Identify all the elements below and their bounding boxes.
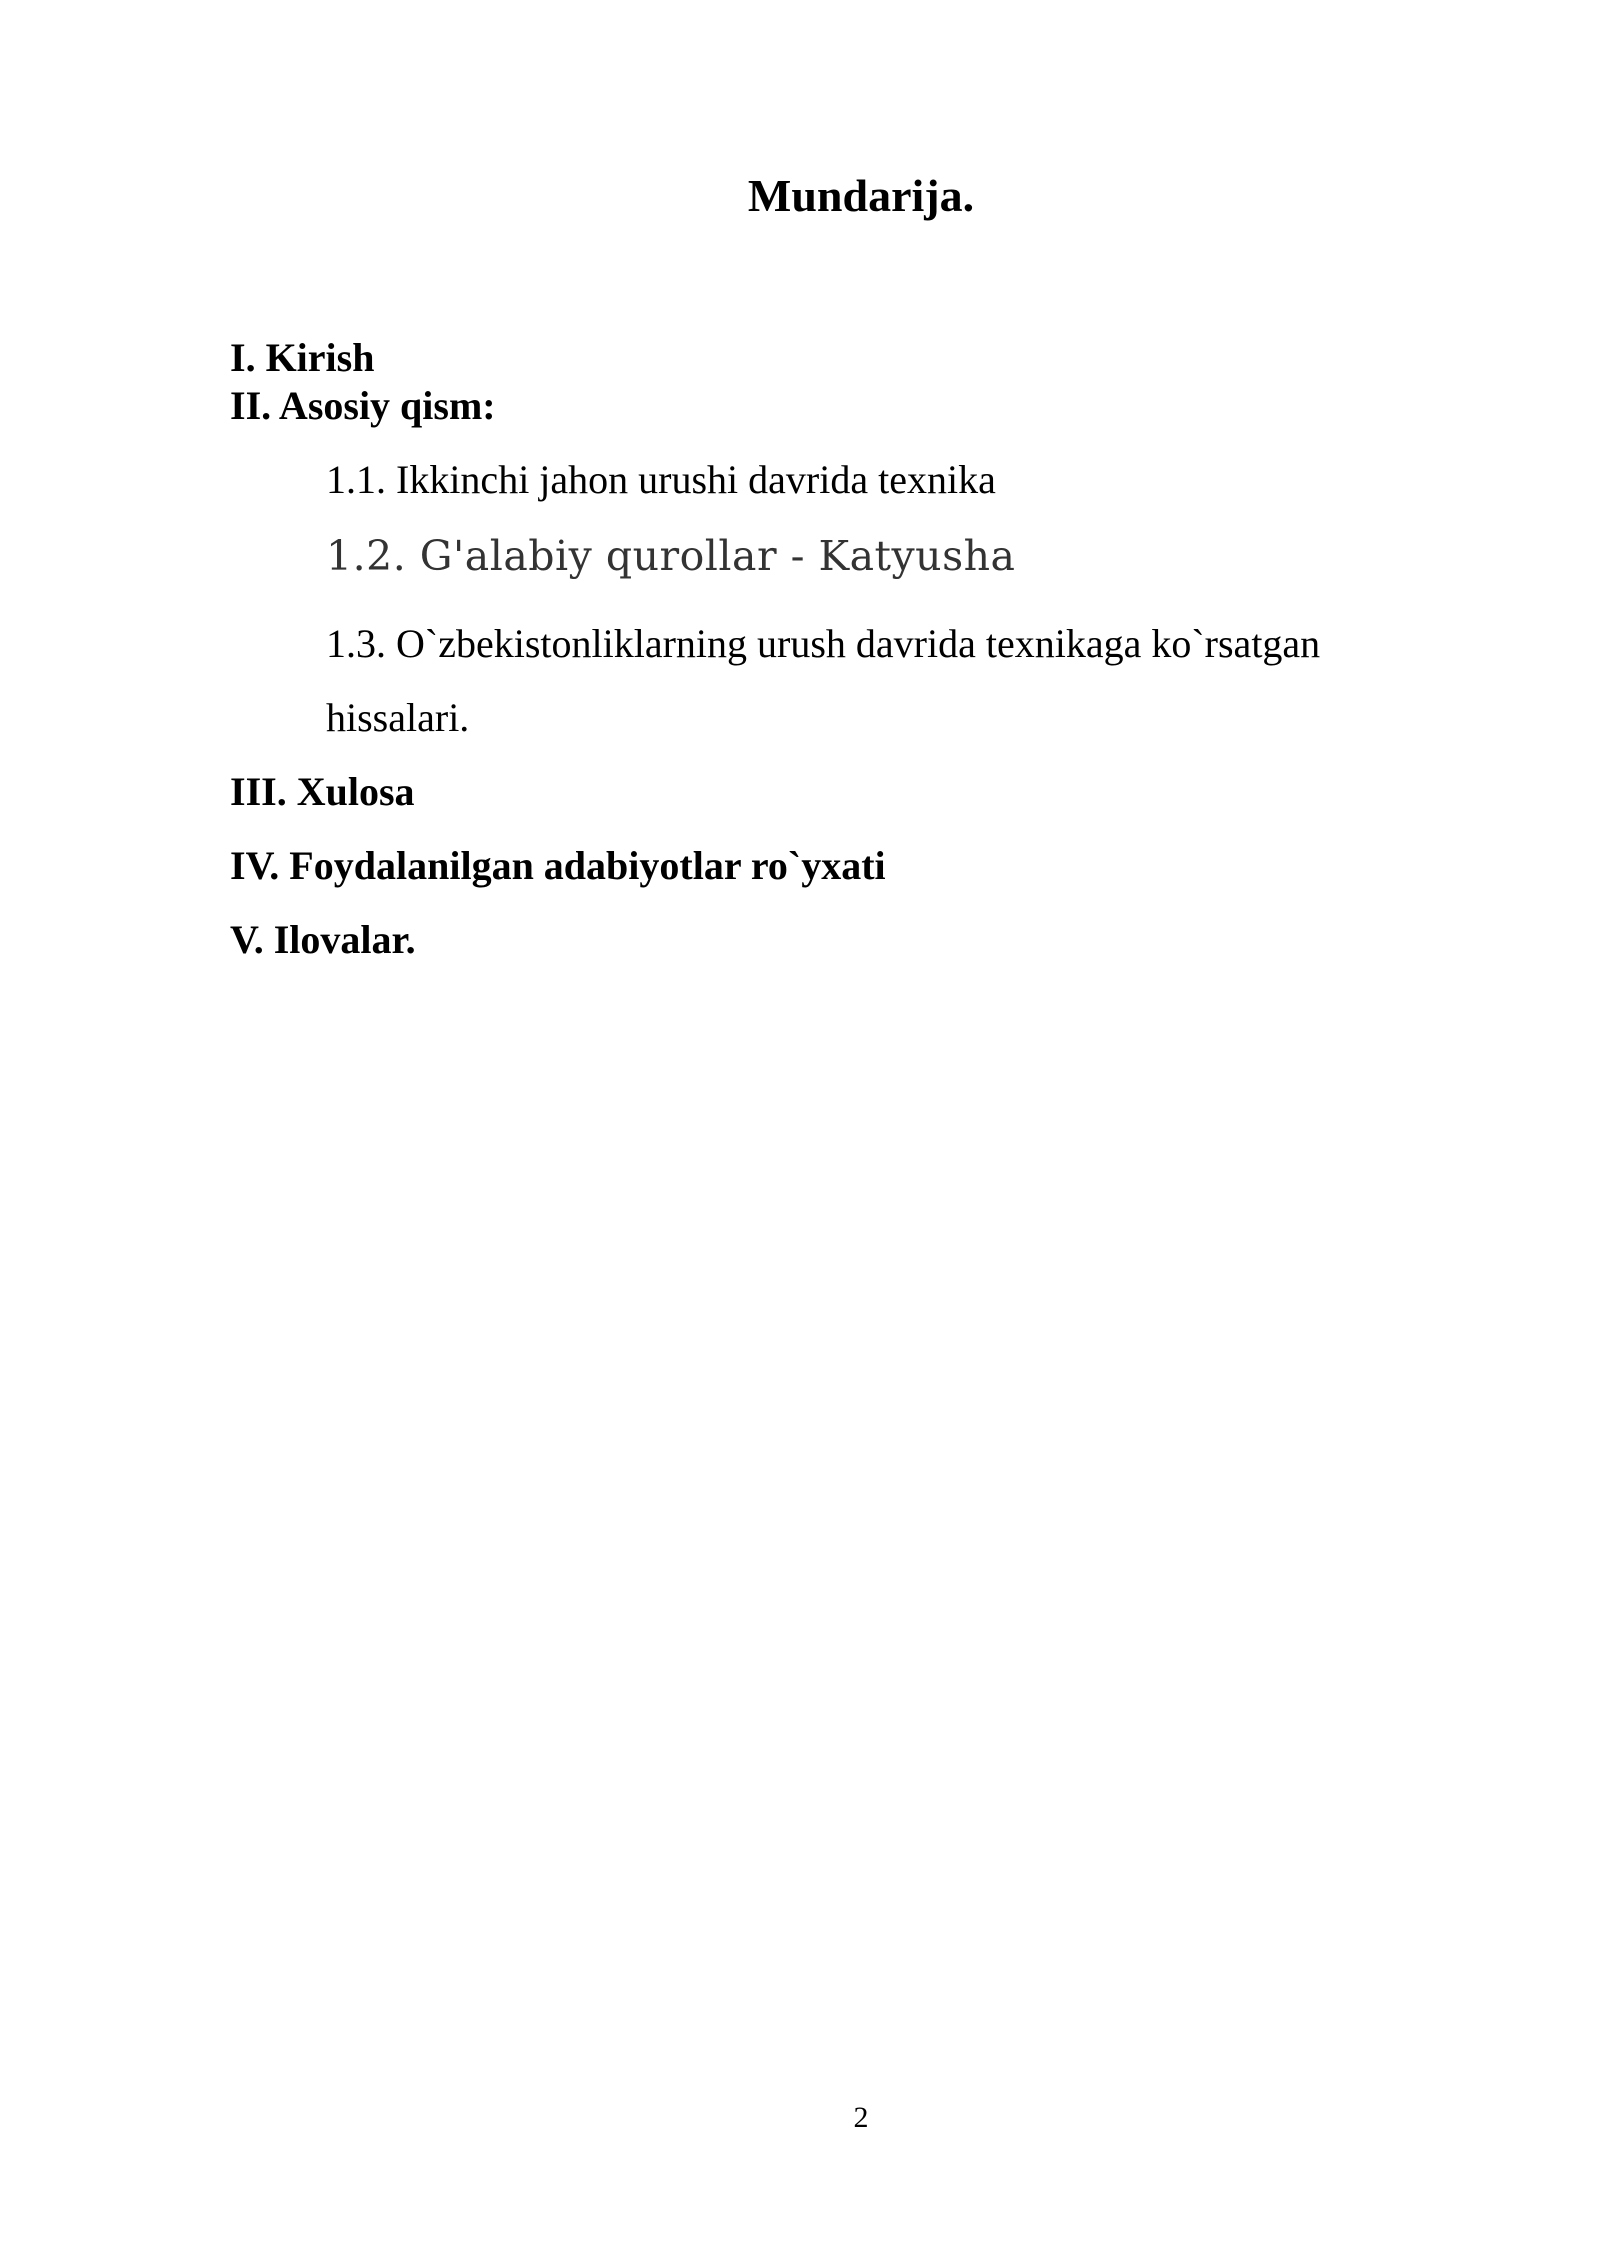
- page-number: 2: [853, 2101, 869, 2134]
- toc-entry-appendices: V. Ilovalar.: [230, 917, 416, 962]
- toc-entry-references: IV. Foydalanilgan adabiyotlar ro`yxati: [230, 843, 886, 888]
- toc-entry-main-part: II. Asosiy qism:: [230, 383, 496, 428]
- toc-subentry-1-2: 1.2. G'alabiy qurollar - Katyusha: [326, 532, 1016, 580]
- page-title: Mundarija.: [747, 170, 975, 221]
- toc-subentry-1-3-continued: hissalari.: [326, 695, 470, 740]
- toc-subentry-1-1: 1.1. Ikkinchi jahon urushi davrida texnika: [326, 457, 996, 502]
- toc-subentry-1-3: 1.3. O`zbekistonliklarning urush davrida texnikaga ko`rsatgan: [326, 621, 1321, 666]
- toc-entry-conclusion: III. Xulosa: [230, 769, 415, 814]
- toc-entry-introduction: I. Kirish: [230, 335, 375, 380]
